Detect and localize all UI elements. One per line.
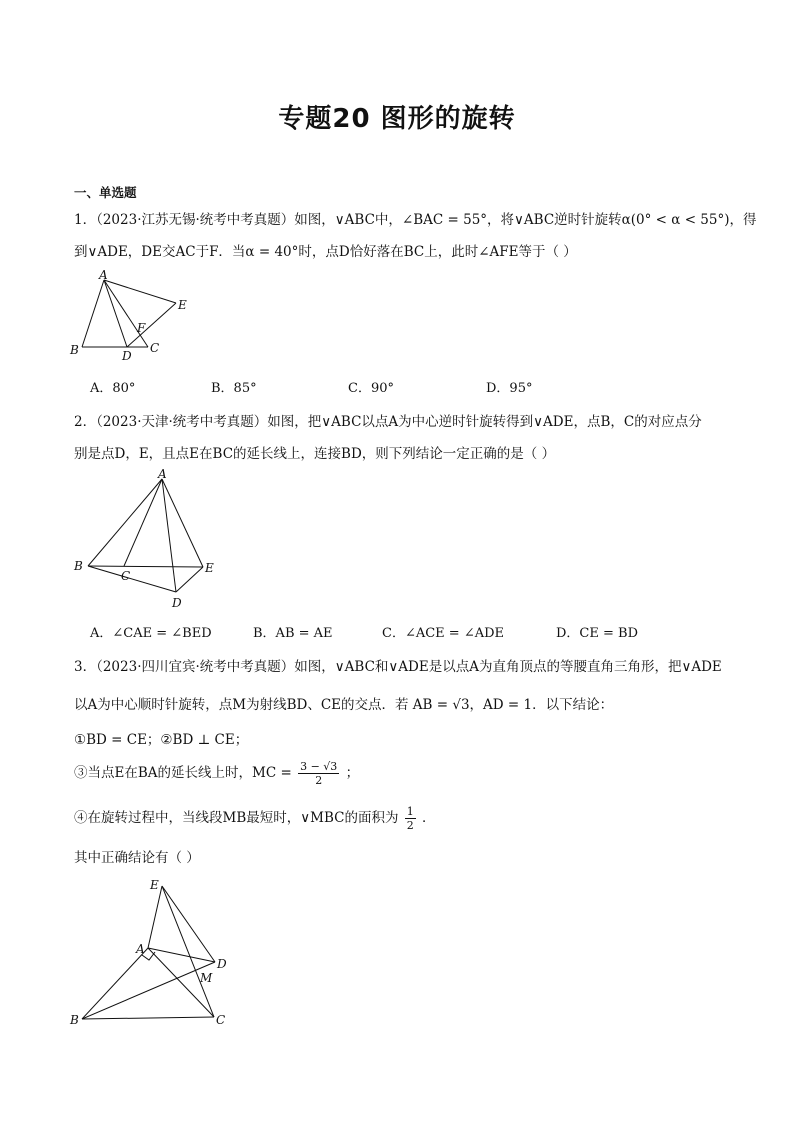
q3-statement-4-text: ④在旋转过程中，当线段MB最短时，∨MBC的面积为 — [74, 810, 399, 826]
q3-statement-3-numerator: 3 − √3 — [300, 760, 338, 773]
q3-statement-3-fraction — [298, 760, 339, 787]
q1-option-a: A．80° — [90, 381, 136, 396]
q2-label-a: A — [158, 467, 167, 481]
q3-label-a: A — [136, 942, 145, 956]
q1-label-c: C — [150, 341, 160, 355]
q3-figure — [66, 872, 242, 1030]
q2-text-line1: 2．（2023·天津·统考中考真题）如图，把∨ABC以点A为中心逆时针旋转得到∨ADE，点B，C的对应点分 — [74, 414, 702, 430]
q2-text-line2: 别是点D，E，且点E在BC的延长线上，连接BD，则下列结论一定正确的是（ ） — [74, 446, 556, 462]
q3-statement-4-end: ． — [422, 810, 436, 826]
q3-statement-4-fraction — [405, 805, 416, 832]
page-title: 专题20 图形的旋转 — [278, 104, 516, 134]
q1-option-c: C．90° — [348, 381, 394, 396]
q3-text-line1: 3．（2023·四川宜宾·统考中考真题）如图，∨ABC和∨ADE是以点A为直角顶点的等腰直角三角形，把∨ADE — [74, 659, 722, 675]
q3-statement-3-denominator: 2 — [315, 774, 323, 787]
q3-statement-3-text: ③当点E在BA的延长线上时，MC = — [74, 765, 292, 781]
q1-text-line2: 到∨ADE，DE交AC于F．当α = 40°时，点D恰好落在BC上，此时∠AFE等于（ ） — [74, 244, 577, 260]
q1-label-e: E — [178, 298, 187, 312]
q3-statement-3 — [74, 760, 359, 787]
q1-label-b: B — [70, 343, 79, 357]
section-heading: 一、单选题 — [74, 185, 137, 200]
q3-statement-1-2: ①BD = CE；②BD ⊥ CE； — [74, 732, 249, 748]
q3-label-b: B — [70, 1013, 79, 1027]
q2-option-d: D．CE = BD — [556, 626, 638, 641]
q3-statement-4-denominator: 2 — [406, 819, 414, 832]
q3-label-c: C — [216, 1013, 226, 1027]
q1-option-d: D．95° — [486, 381, 533, 396]
q2-label-b: B — [74, 559, 83, 573]
q3-label-d: D — [217, 957, 227, 971]
q2-label-e: E — [205, 561, 214, 575]
q2-label-d: D — [172, 596, 182, 610]
q3-statement-4 — [74, 805, 436, 832]
q3-statement-3-end: ； — [345, 765, 360, 781]
q3-question: 其中正确结论有（ ） — [74, 850, 200, 866]
q3-label-e: E — [150, 878, 159, 892]
q3-label-m: M — [200, 971, 213, 985]
q1-option-b: B．85° — [211, 381, 257, 396]
q1-text-line1: 1．（2023·江苏无锡·统考中考真题）如图，∨ABC中，∠BAC = 55°，将∨ABC逆时针旋转α(0° < α < 55°)，得 — [74, 212, 757, 228]
q2-option-b: B．AB = AE — [253, 626, 333, 641]
q1-label-d: D — [122, 349, 132, 363]
q2-label-c: C — [121, 569, 131, 583]
q2-figure — [66, 466, 226, 614]
q1-label-a: A — [99, 268, 108, 282]
q3-text-line2: 以A为中心顺时针旋转，点M为射线BD、CE的交点．若 AB = √3，AD = 1．以下结论： — [74, 697, 614, 713]
q1-label-f: F — [137, 321, 146, 335]
q3-statement-4-numerator: 1 — [406, 805, 414, 818]
q1-figure — [64, 268, 204, 368]
q2-option-c: C．∠ACE = ∠ADE — [382, 626, 505, 641]
q2-option-a: A．∠CAE = ∠BED — [90, 626, 212, 641]
